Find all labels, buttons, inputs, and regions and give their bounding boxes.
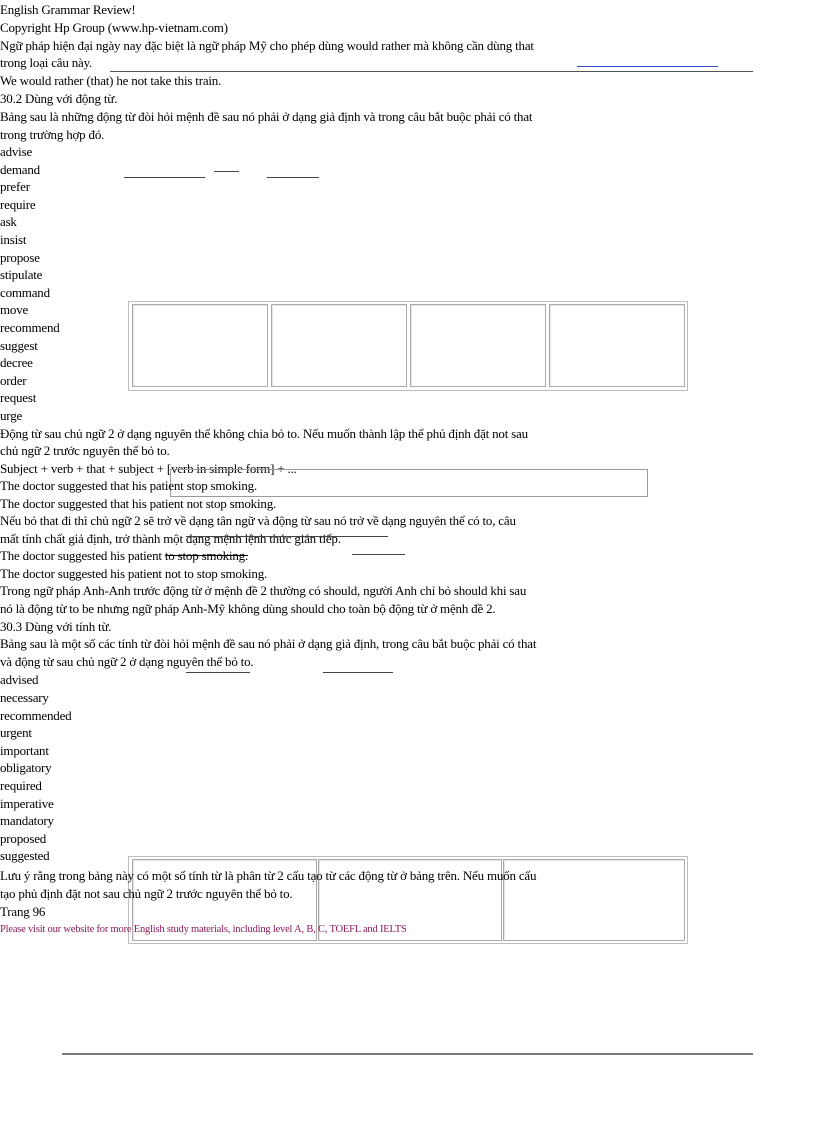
intro-line-2: trong loại câu này. — [0, 55, 93, 70]
verb-item: command — [0, 285, 50, 300]
rule-line-2: chủ ngữ 2 trước nguyên thể bỏ to. — [0, 443, 170, 458]
adjective-item: suggested — [0, 848, 50, 863]
verb-item: ask — [0, 214, 17, 229]
section-30-3-desc-2: và động từ sau chủ ngữ 2 ở dạng nguyên thể bỏ to. — [0, 654, 254, 669]
copyright-line: Copyright Hp Group (www.hp-vietnam.com) — [0, 20, 228, 35]
verb-table-cell — [132, 304, 268, 387]
website-notice: Please visit our website for more English study materials, including level A, B, C, TOEFL and IELTS — [0, 924, 407, 935]
verb-table — [128, 301, 688, 391]
verb-item: suggest — [0, 338, 38, 353]
section-30-2-heading: 30.2 Dùng với động từ. — [0, 91, 118, 106]
verb-item: move — [0, 302, 29, 317]
example-4: The doctor suggested his patient not to stop smoking. — [0, 566, 268, 581]
example-2: The doctor suggested that his patient not stop smoking. — [0, 496, 277, 511]
intro-line-1: Ngữ pháp hiện đại ngày nay đặc biệt là ngữ pháp Mỹ cho phép dùng would rather mà không cần dùng that — [0, 38, 534, 53]
adjective-item: recommended — [0, 708, 72, 723]
adjective-item: required — [0, 778, 42, 793]
adjective-item: proposed — [0, 831, 47, 846]
section-30-2-desc-1: Bảng sau là những động từ đòi hỏi mệnh đề sau nó phải ở dạng giả định và trong câu bắt buộc phải có that — [0, 109, 533, 124]
verb-item: demand — [0, 162, 40, 177]
verb-item: insist — [0, 232, 27, 247]
section-30-3-desc-1: Bảng sau là một số các tính từ đòi hỏi mệnh đề sau nó phải ở dạng giả định, trong câu bắt buộc phải có that — [0, 636, 537, 651]
british-note-1: Trong ngữ pháp Anh-Anh trước động từ ở mệnh đề 2 thường có should, người Anh chỉ bỏ should khi sau — [0, 583, 527, 598]
header-accent-line — [577, 66, 718, 67]
underline-mark — [323, 672, 393, 673]
verb-item: request — [0, 390, 37, 405]
adjective-item: necessary — [0, 690, 49, 705]
british-note-2: nó là động từ to be nhưng ngữ pháp Anh-Mỹ không dùng should cho toàn bộ động từ ở mệnh đề 2. — [0, 601, 496, 616]
adjective-item: mandatory — [0, 813, 54, 828]
verb-table-cell — [271, 304, 407, 387]
document-title: English Grammar Review! — [0, 2, 136, 17]
verb-item: propose — [0, 250, 40, 265]
verb-table-cell — [410, 304, 546, 387]
intro-example: We would rather (that) he not take this train. — [0, 73, 222, 88]
footer-divider — [62, 1053, 753, 1055]
verb-item: stipulate — [0, 267, 43, 282]
underline-mark — [186, 672, 250, 673]
underline-mark — [124, 177, 205, 178]
adjective-item: imperative — [0, 796, 54, 811]
verb-item: advise — [0, 144, 33, 159]
underline-mark — [267, 177, 319, 178]
example-3 — [0, 547, 248, 564]
adjective-item: advised — [0, 672, 39, 687]
adjective-item: important — [0, 743, 49, 758]
note-line-1: Nếu bỏ that đi thì chủ ngữ 2 sẽ trở về dạng tân ngữ và động từ sau nó trở về dạng nguyên thể có to, câu — [0, 513, 516, 528]
adjective-note-2: tạo phủ định đặt not sau chủ ngữ 2 trước nguyên thể bỏ to. — [0, 886, 293, 901]
adjective-note-1: Lưu ý rằng trong bảng này có một số tính từ là phân từ 2 cấu tạo từ các động từ ở bảng trên. Nếu muốn cấu — [0, 868, 537, 883]
verb-item: order — [0, 373, 27, 388]
example-1-part-a: The doctor suggested that his — [0, 478, 150, 493]
adjective-item: urgent — [0, 725, 32, 740]
note-line-2: mất tính chất giả định, trở thành một dạng mệnh lệnh thức gián tiếp. — [0, 531, 341, 546]
page-number: Trang 96 — [0, 904, 46, 919]
verb-item: require — [0, 197, 36, 212]
verb-table-cell — [549, 304, 685, 387]
example-3-part-b: to stop smoking. — [164, 548, 249, 563]
underline-mark — [352, 554, 405, 555]
strike-mark — [186, 536, 388, 537]
example-1 — [0, 477, 257, 494]
section-30-2-desc-2: trong trường hợp đó. — [0, 127, 105, 142]
rule-line-1: Động từ sau chủ ngữ 2 ở dạng nguyên thể không chia bỏ to. Nếu muốn thành lập thể phủ định đặt not sau — [0, 426, 528, 441]
section-30-3-heading: 30.3 Dùng với tính từ. — [0, 619, 112, 634]
underline-mark — [214, 171, 239, 172]
verb-item: recommend — [0, 320, 60, 335]
formula-line: Subject + verb + that + subject + [verb in simple form] + ... — [0, 461, 297, 476]
example-3-part-a: The doctor suggested his patient — [0, 548, 165, 563]
adjective-item: obligatory — [0, 760, 52, 775]
example-1-part-b: patient stop smoking. — [149, 478, 257, 493]
verb-item: urge — [0, 408, 23, 423]
verb-item: decree — [0, 355, 33, 370]
verb-item: prefer — [0, 179, 30, 194]
